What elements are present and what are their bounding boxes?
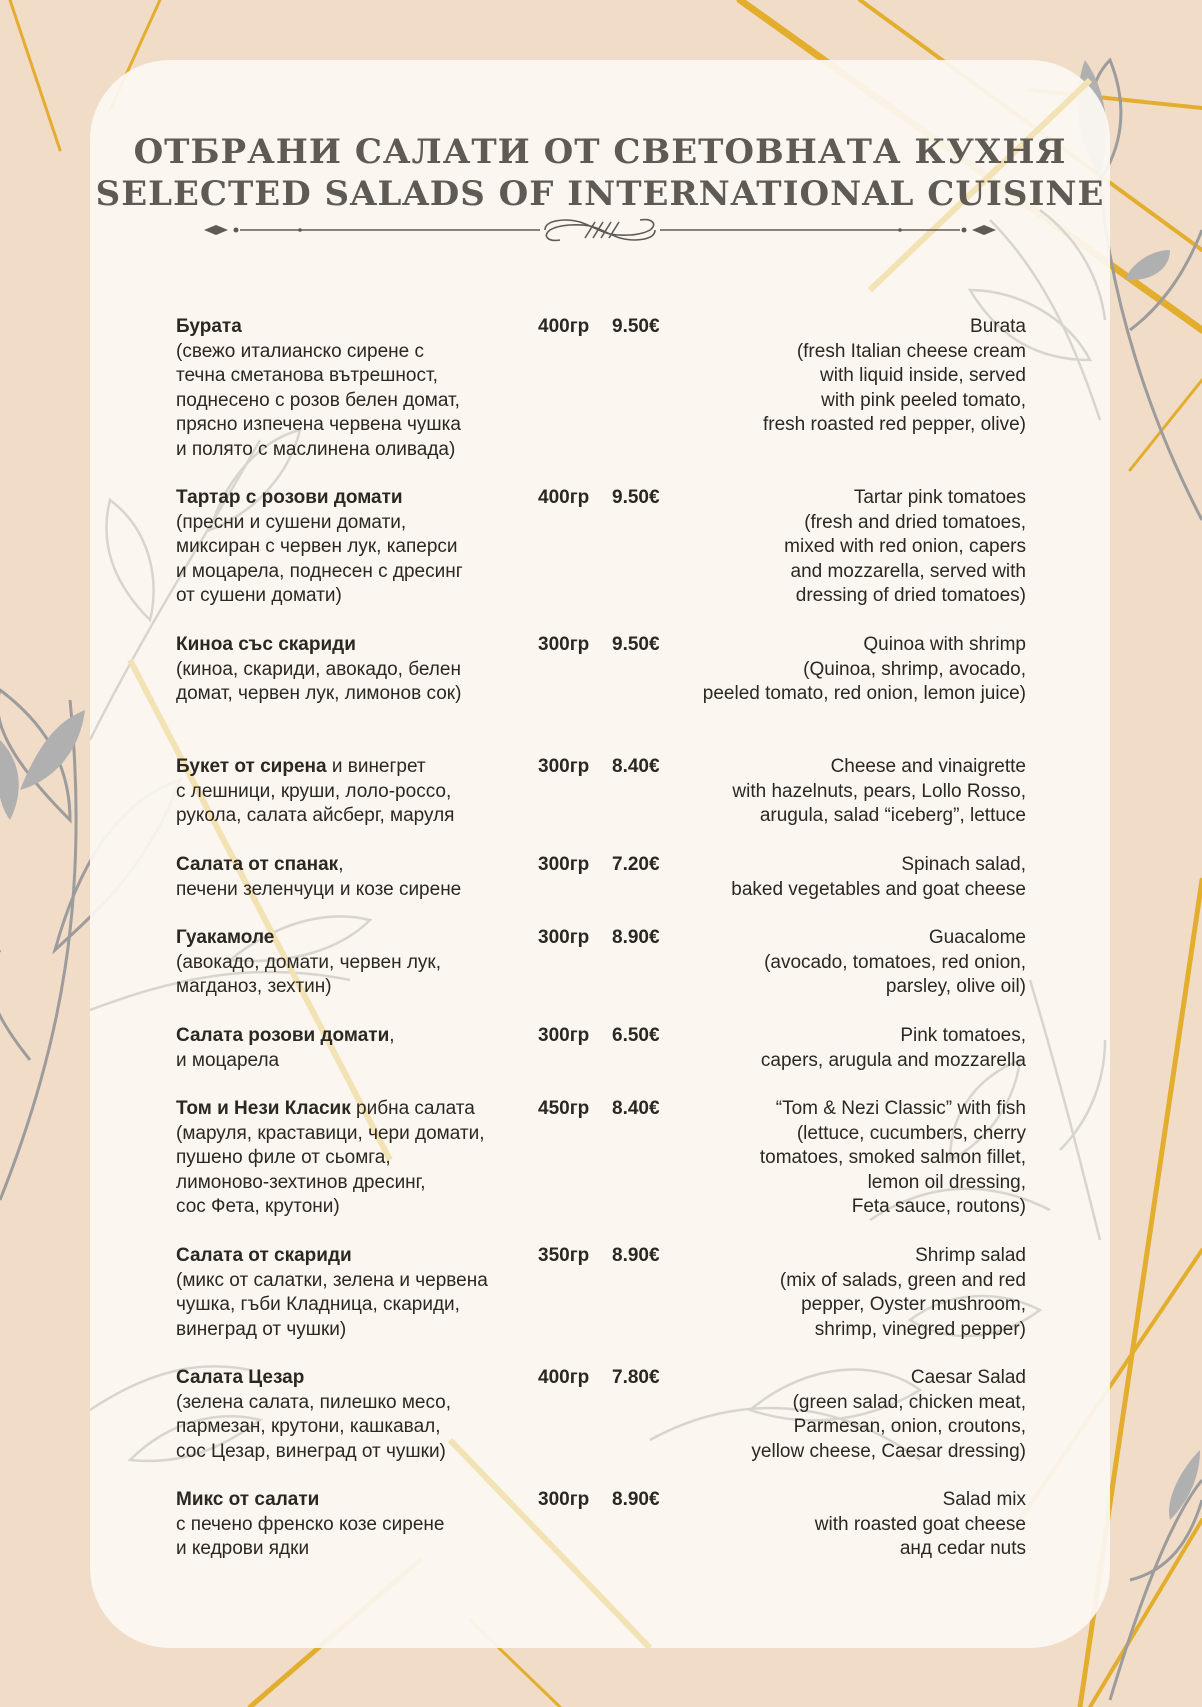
item-name-bg: Бурата	[176, 316, 242, 337]
item-weight: 300гр	[538, 634, 590, 655]
item-name-bg: Гуакамоле	[176, 927, 275, 948]
item-name-bg-rest: и винегрет	[326, 756, 426, 777]
item-details-bg: (авокадо, домати, червен лук, магданоз, зехтин)	[176, 951, 442, 997]
item-description-en: Caesar Salad (green salad, chicken meat, Parmesan, onion, croutons, yellow cheese, Caesar dressing)	[751, 1367, 1026, 1462]
item-price: 8.90€	[612, 1245, 660, 1266]
item-weight: 300гр	[538, 1025, 590, 1046]
title-english: SELECTED SALADS OF INTERNATIONAL CUISINE	[95, 174, 1105, 214]
item-name-bg: Букет от сирена	[176, 756, 327, 777]
item-weight: 450гр	[538, 1098, 590, 1119]
item-price: 7.20€	[612, 854, 660, 875]
item-name-bg: Тартар с розови домати	[176, 487, 403, 508]
item-price: 8.90€	[612, 1489, 660, 1510]
item-price: 7.80€	[612, 1367, 660, 1388]
item-details-bg: (киноа, скариди, авокадо, белен домат, червен лук, лимонов сок)	[176, 658, 462, 704]
item-name-bg: Салата Цезар	[176, 1367, 305, 1388]
item-price: 8.40€	[612, 1098, 660, 1119]
item-name-bg: Салата от спанак	[176, 854, 339, 875]
item-description-en: Shrimp salad (mix of salads, green and red pepper, Oyster mushroom, shrimp, vinegred pepper)	[779, 1245, 1026, 1340]
item-description-bg	[176, 633, 516, 707]
item-details-bg: (зелена салата, пилешко месо, пармезан, крутони, кашкавал, сос Цезар, винеград от чушки)	[176, 1391, 452, 1462]
item-description-en: Cheese and vinaigrette with hazelnuts, pears, Lollo Rosso, arugula, salad “iceberg”, lettuce	[732, 756, 1026, 826]
item-price: 8.90€	[612, 927, 660, 948]
item-price: 8.40€	[612, 756, 660, 777]
item-name-bg: Том и Нези Класик	[176, 1098, 351, 1119]
item-weight: 400гр	[538, 1367, 590, 1388]
item-description-bg	[176, 926, 516, 1000]
item-details-bg: с лешници, круши, лоло-россо, рукола, салата айсберг, маруля	[176, 780, 455, 826]
item-name-bg-rest: рибна салата	[350, 1098, 475, 1119]
item-description-en: “Tom & Nezi Classic” with fish (lettuce, cucumbers, cherry tomatoes, smoked salmon fillet, lemon oil dressing, Feta sauce, routons)	[759, 1098, 1026, 1217]
item-description-bg	[176, 853, 516, 902]
item-price: 9.50€	[612, 634, 660, 655]
item-description-en: Quinoa with shrimp (Quinoa, shrimp, avocado, peeled tomato, red onion, lemon juice)	[702, 634, 1026, 704]
item-weight: 300гр	[538, 756, 590, 777]
item-description-en: Tartar pink tomatoes (fresh and dried tomatoes, mixed with red onion, capers and mozzarella, served with dressing of dried tomatoes)	[784, 487, 1026, 606]
title-bulgarian: ОТБРАНИ САЛАТИ ОТ СВЕТОВНАТА КУХНЯ	[133, 132, 1067, 172]
item-details-bg: (пресни и сушени домати, миксиран с червен лук, каперси и моцарела, поднесен с дресинг от сушени домати)	[176, 511, 463, 606]
item-name-bg-rest: ,	[338, 854, 344, 875]
item-name-bg: Микс от салати	[176, 1489, 320, 1510]
item-description-en: Burata (fresh Italian cheese cream with liquid inside, served with pink peeled tomato, fresh roasted red pepper, olive)	[763, 316, 1026, 435]
item-price: 6.50€	[612, 1025, 660, 1046]
item-name-bg: Киноа със скариди	[176, 634, 356, 655]
item-description-bg	[176, 1024, 516, 1073]
item-description-en: Guacalome (avocado, tomatoes, red onion, parsley, olive oil)	[764, 927, 1026, 997]
item-details-bg: печени зеленчуци и козе сирене	[176, 878, 462, 900]
item-description-bg	[176, 1244, 516, 1342]
item-details-bg: (маруля, краставици, чери домати, пушено филе от сьомга, лимоново-зехтинов дресинг, сос Фета, крутони)	[176, 1122, 485, 1217]
item-weight: 300гр	[538, 854, 590, 875]
item-details-bg: и моцарела	[176, 1049, 280, 1071]
item-weight: 300гр	[538, 927, 590, 948]
item-description-bg	[176, 315, 516, 462]
item-description-en: Spinach salad, baked vegetables and goat cheese	[731, 854, 1026, 900]
item-description-en: Salad mix with roasted goat cheese анд cedar nuts	[814, 1489, 1026, 1559]
item-description-bg	[176, 1097, 516, 1220]
item-weight: 400гр	[538, 487, 590, 508]
item-name-bg: Салата от скариди	[176, 1245, 352, 1266]
item-description-bg	[176, 486, 516, 609]
item-weight: 300гр	[538, 1489, 590, 1510]
item-price: 9.50€	[612, 316, 660, 337]
item-details-bg: (микс от салатки, зелена и червена чушка, гъби Кладница, скариди, винеград от чушки)	[176, 1269, 488, 1340]
item-name-bg-rest: ,	[389, 1025, 395, 1046]
item-description-bg	[176, 1488, 516, 1562]
item-details-bg: с печено френско козе сирене и кедрови ядки	[176, 1513, 445, 1559]
item-weight: 400гр	[538, 316, 590, 337]
item-details-bg: (свежо италианско сирене с течна сметанова вътрешност, поднесено с розов белен домат, прясно изпечена червена чушка и полято с маслинена оливада)	[176, 340, 461, 460]
item-description-bg	[176, 1366, 516, 1464]
item-weight: 350гр	[538, 1245, 590, 1266]
item-description-en: Pink tomatoes, capers, arugula and mozzarella	[760, 1025, 1026, 1071]
item-price: 9.50€	[612, 487, 660, 508]
item-name-bg: Салата розови домати	[176, 1025, 390, 1046]
item-description-bg	[176, 755, 516, 829]
